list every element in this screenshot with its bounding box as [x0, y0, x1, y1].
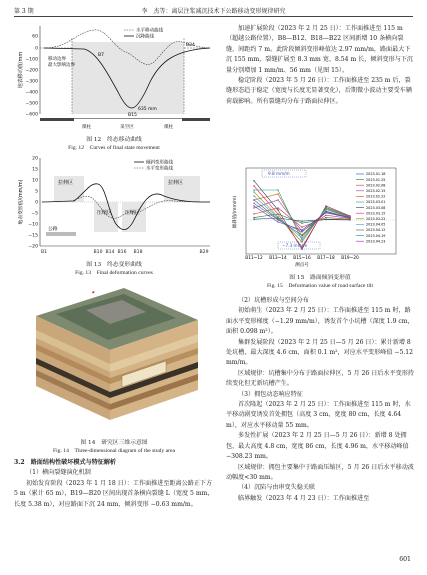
fig13-ytick: −15	[28, 233, 38, 239]
data-point	[253, 191, 254, 192]
fig13-xtick: B1	[40, 250, 48, 255]
fig12-label-zone: 移动边界	[48, 57, 66, 62]
fig12-ytick: −500	[25, 101, 38, 107]
data-point	[253, 217, 254, 218]
data-point	[325, 217, 326, 218]
fig12-caption-en: Fig. 12 Curves of final state movement	[68, 145, 160, 151]
data-point	[349, 217, 350, 218]
data-point	[253, 189, 254, 190]
data-point	[277, 219, 278, 220]
fig13-ytick: 0	[35, 200, 38, 206]
paragraph: 稳定阶段（2023 年 5 月 26 日）：工作面推进至 235 m 后，裂缝形态趋于稳定（宽度与长度无显著变化），后期微小波动主要受车辆荷载影响。所有裂缝均分布于路面拉伸区。	[226, 77, 412, 105]
fig12-goaf: 采空区	[120, 125, 134, 130]
fig15-xlabel: 测点号	[295, 263, 309, 268]
fig15-xtick: B17~18	[317, 256, 335, 261]
fig15-xtick: B11~12	[245, 256, 263, 261]
header-rule	[14, 16, 413, 17]
fig15-caption-cn: 图 15 路面倾斜变形值	[289, 275, 351, 281]
fig12-legend-1: 水平移动曲线	[136, 28, 163, 34]
paragraph: 3.2 路面结构性破坏模式与特征解析	[14, 459, 117, 466]
fig13-zone-compress-2: 压缩区	[125, 210, 141, 216]
fig13-zone-tension-2: 拉伸区	[168, 180, 184, 186]
fig12-label-b7: B7	[98, 53, 104, 58]
fig13-ytick: −20	[28, 244, 38, 250]
data-point	[325, 205, 326, 206]
paragraph: 集群发展阶段（2023 年 2 月 25 日—5 月 26 日）：累计新增 8 处坑槽，最大深度 4.6 cm，面积 0.1 m²，对应水平变形峰值 −5.12 mm/m。	[226, 338, 414, 367]
fig13-legend-1: 倾斜变形曲线	[146, 160, 173, 166]
right-column-top	[226, 24, 414, 107]
data-point	[253, 203, 254, 204]
data-point	[253, 213, 254, 214]
fig12-label-value: 635 mm	[138, 107, 157, 112]
fig15-legend-entry: 2023.04.23	[366, 239, 386, 244]
paragraph: （3）拥包动态响应特征	[238, 390, 303, 398]
left-column-text	[14, 458, 214, 510]
fig13-ytick: 10	[32, 178, 38, 184]
fig15-xtick: B15~16	[293, 256, 311, 261]
data-point	[253, 205, 254, 206]
fig12-label-b15: B15	[128, 113, 137, 118]
data-point	[301, 221, 302, 222]
data-point	[301, 229, 302, 230]
fig14-caption-en: Fig. 14 Three-dimensional diagram of the study area	[53, 448, 175, 454]
fig15-xtick: B13~14	[269, 256, 287, 261]
data-point	[301, 227, 302, 228]
figure-14-3d-diagram	[26, 280, 204, 426]
fig15-legend-entry: 2023.03.08	[366, 205, 386, 210]
data-point	[301, 231, 302, 232]
fig13-road-label: 公路	[48, 227, 58, 232]
fig15-annot-top: 9.8 mm/m	[268, 171, 290, 176]
svg-text:★: ★	[90, 289, 96, 295]
fig12-ytick: 60	[32, 34, 38, 40]
data-point	[253, 199, 254, 200]
fig15-legend-entry: 2023.01.25	[366, 177, 386, 182]
fig12-caption-cn: 图 12 终态移动曲线	[86, 137, 142, 143]
figure-12	[14, 22, 214, 130]
fig12-coal-right: 煤柱	[164, 125, 174, 130]
data-point	[325, 207, 326, 208]
data-point	[325, 219, 326, 220]
data-point	[253, 180, 254, 181]
paragraph: （4）沉陷与由串变失稳关联	[238, 484, 316, 492]
fig15-legend-entry: 2023.02.08	[366, 183, 386, 188]
data-point	[253, 207, 254, 208]
fig13-legend-2: 水平变形曲线	[146, 166, 173, 172]
fig12-ytick: −100	[25, 57, 38, 63]
figure-13	[14, 154, 214, 256]
fig13-zone-tension-1: 拉伸区	[58, 180, 74, 186]
fig13-xtick: B29	[199, 250, 209, 255]
data-point	[253, 195, 254, 196]
fig15-caption-en: Fig. 15 Deformation value of road surface tilt	[266, 283, 374, 289]
data-point	[301, 223, 302, 224]
fig13-ytick: 20	[32, 156, 38, 162]
paragraph: 多发性扩展（2023 年 2 月 25 日—5 月 26 日）：新增 8 处拥包，最大高度 4.8 cm，宽度 86 cm，长度 4.96 m，水平移动峰值 −308.23 mm。	[226, 432, 409, 461]
paragraph: 初始萌生（2023 年 2 月 25 日）：工作面推进至 115 m 时，路面水平变形梯度（−1.29 mm/m），诱发首个小坑槽（深度 1.9 cm，面积 0.098 m²）。	[226, 307, 414, 336]
fig13-xtick: B14	[105, 250, 115, 255]
issue-number: 第 3 期	[14, 8, 34, 15]
fig13-zone-compress-1: 压缩区	[97, 210, 113, 216]
data-point	[277, 209, 278, 210]
fig12-ytick: −300	[25, 79, 38, 85]
fig13-ytick: −5	[31, 211, 38, 217]
paragraph: （1）横向裂缝演化机制	[26, 469, 91, 477]
fig15-legend-entry: 2023.04.19	[366, 233, 386, 238]
fig13-xtick: B18	[133, 250, 143, 255]
data-point	[253, 185, 254, 186]
fig13-xtick: B10	[93, 250, 103, 255]
data-point	[277, 221, 278, 222]
fig13-ytick: 15	[32, 167, 38, 173]
figure-15-chart	[232, 164, 412, 268]
fig15-legend-entry: 2023.03.15	[366, 211, 386, 216]
paragraph: 区域规律：坑槽集中分布于路面拉伸区，5 月 26 日后水平变形持续变化但无新坑槽产生。	[226, 369, 414, 388]
fig13-ytick: 5	[35, 189, 38, 195]
fig12-ytick: 0	[35, 46, 38, 52]
fig15-legend-entry: 2023.02.15	[366, 189, 386, 193]
data-point	[277, 199, 278, 200]
running-title: 李 杰等：离层注浆减沉技术下公路移动变形规律研究	[141, 8, 286, 15]
fig15-legend-entry: 2023.03.22	[366, 217, 386, 221]
paragraph: 临界触发（2023 年 4 月 23 日）：工作面推进至	[238, 494, 370, 502]
paragraph: 区域规律：拥包主要集中于路面压缩区，5 月 26 日后水平移动波动幅度<30 mm。	[226, 463, 414, 481]
fig12-ytick: −600	[25, 112, 38, 118]
fig15-legend-entry: 2023.04.12	[366, 228, 386, 233]
data-point	[301, 239, 302, 240]
data-point	[277, 213, 278, 214]
paragraph: 加速扩展阶段（2023 年 2 月 25 日）：工作面推进至 115 m（超越公路位置），B8—B12、B18—B22 区间新增 10 条横向裂缝，间距约 7 m。此阶段倾斜变形峰值达 2.97 mm/m，路面最大下沉 155 mm，裂缝扩展至 8.3 mm 宽、8.54 m 长，倾斜变形与下沉量分别增加 1 mm/m、56 mm（见图 15）。	[226, 25, 414, 74]
data-point	[325, 215, 326, 216]
fig15-legend-entry: 2023.01.18	[366, 172, 386, 177]
fig12-ylabel: 地表移动值/mm	[18, 51, 24, 89]
fig15-ylabel: 倾斜值/(mm/m)	[233, 195, 238, 229]
fig15-xtick: B19~20	[341, 256, 359, 261]
fig13-xtick: B16	[117, 250, 127, 255]
fig15-annot-bottom: −7.3 mm/m	[282, 243, 308, 248]
fig12-legend-2: 沉降曲线	[136, 34, 154, 40]
fig13-caption-en: Fig. 13 Final deformation curves	[75, 270, 153, 276]
paragraph: 首次隆起（2023 年 2 月 25 日）：工作面推进至 115 m 时，水平移动剧变诱发首处拥包（高度 3 cm，宽度 80 cm，长度 4.64 m），对应水平移动量 55 mm。	[226, 401, 411, 429]
fig15-legend-entry: 2023.03.01	[366, 200, 386, 205]
fig12-label-zone2: 最大影响边界	[48, 63, 75, 68]
paragraph: （2）坑槽形成与空间分布	[238, 297, 309, 304]
fig12-ytick: −400	[25, 90, 38, 96]
data-point	[301, 237, 302, 238]
data-point	[325, 212, 326, 213]
data-point	[277, 207, 278, 208]
data-point	[301, 235, 302, 236]
fig13-ylabel: 地表变形值/(mm/m)	[19, 179, 24, 225]
data-point	[253, 219, 254, 220]
fig15-legend-entry: 2023.02.22	[366, 194, 386, 199]
right-column-bottom	[226, 296, 414, 504]
fig13-caption-cn: 图 13 终态变形曲线	[86, 262, 142, 268]
data-point	[277, 189, 278, 190]
fig15-legend-entry: 2023.04.05	[366, 222, 386, 227]
fig12-label-b24: B24	[186, 43, 195, 48]
fig13-ytick: −10	[28, 222, 38, 228]
page-number: 601	[399, 556, 411, 563]
fig12-ytick: −200	[25, 68, 38, 74]
fig12-coal-left: 煤柱	[82, 125, 92, 130]
page-header	[14, 6, 413, 16]
data-point	[325, 209, 326, 210]
paragraph: 初始发育阶段（2023 年 1 月 18 日）：工作面推进至距离公路正下方 5 m（累计 65 m），B19—B20 区间出现首条横向裂缝 L（宽度 5 mm，长度 5.38 m），对应路面下沉 24 mm，倾斜变形 −0.63 mm/m。	[14, 479, 214, 508]
data-point	[277, 193, 278, 194]
fig14-caption-cn: 图 14 研究区三维示意图	[80, 440, 148, 446]
